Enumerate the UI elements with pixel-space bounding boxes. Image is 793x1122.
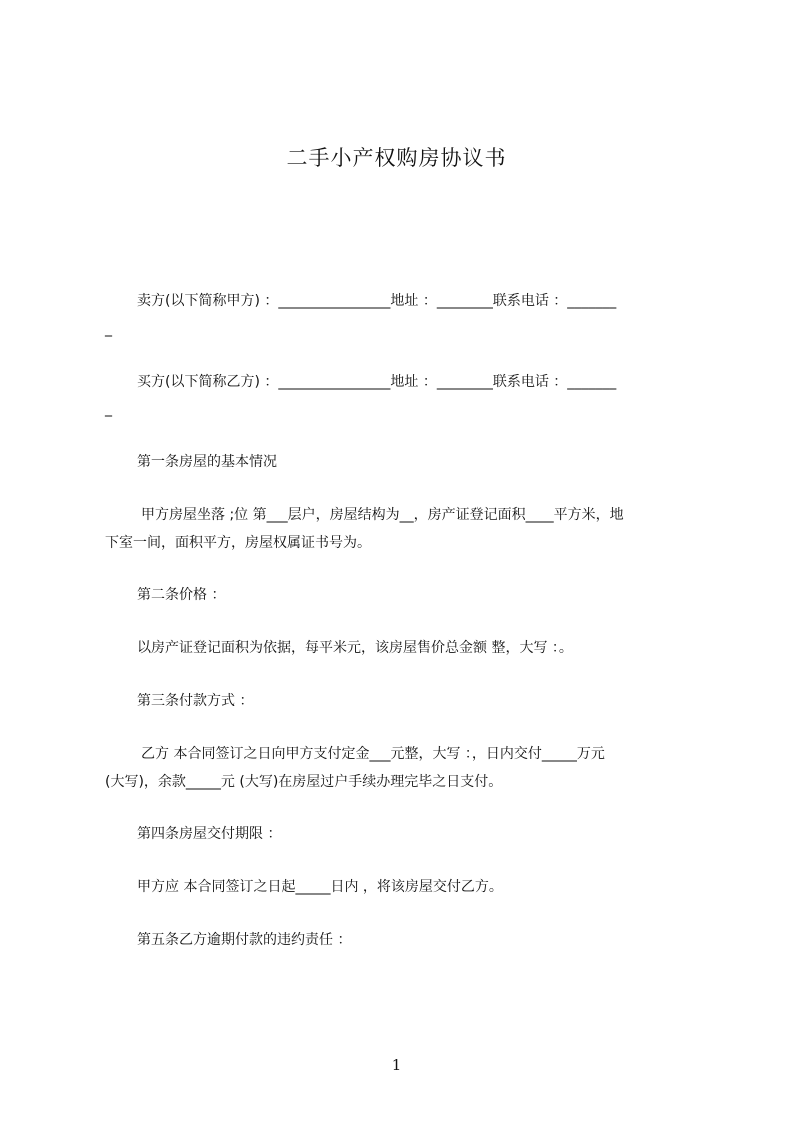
document-title: 二手小产权购房协议书 (286, 146, 507, 170)
buyer-line-wrap: _ (105, 401, 112, 417)
seller-line-wrap: _ (105, 321, 112, 337)
article-1-heading: 第一条房屋的基本情况 (137, 454, 277, 470)
article-2-text: 以房产证登记面积为依据，每平米元，该房屋售价总金额 整，大写 ：。 (137, 640, 573, 656)
page-number: 1 (391, 1056, 402, 1074)
article-2-heading: 第二条价格 ： (137, 587, 226, 603)
article-1-text-line-1: 甲方房屋坐落 ;位 第___层户，房屋结构为__，房产证登记面积____平方米，地 (141, 507, 624, 523)
article-3-text-line-2: (大写)，余款_____元 (大写)在房屋过户手续办理完毕之日支付。 (105, 774, 503, 790)
article-3-text-line-1: 乙方 本合同签订之日向甲方支付定金___元整，大写 ：，日内交付_____万元 (141, 746, 605, 762)
article-4-text: 甲方应 本合同签订之日起_____日内 ，将该房屋交付乙方。 (137, 879, 503, 895)
buyer-line: 买方(以下简称乙方) ：________________地址 ：________联系电话 ：_______ (137, 374, 617, 390)
article-1-text-line-2: 下室一间，面积平方，房屋权属证书号为。 (105, 535, 371, 551)
seller-line: 卖方(以下简称甲方) ：________________地址 ：________联系电话 ：_______ (137, 293, 617, 309)
article-4-heading: 第四条房屋交付期限 ： (137, 826, 282, 842)
article-5-heading: 第五条乙方逾期付款的违约责任 ： (137, 932, 352, 948)
article-3-heading: 第三条付款方式 ： (137, 693, 254, 709)
